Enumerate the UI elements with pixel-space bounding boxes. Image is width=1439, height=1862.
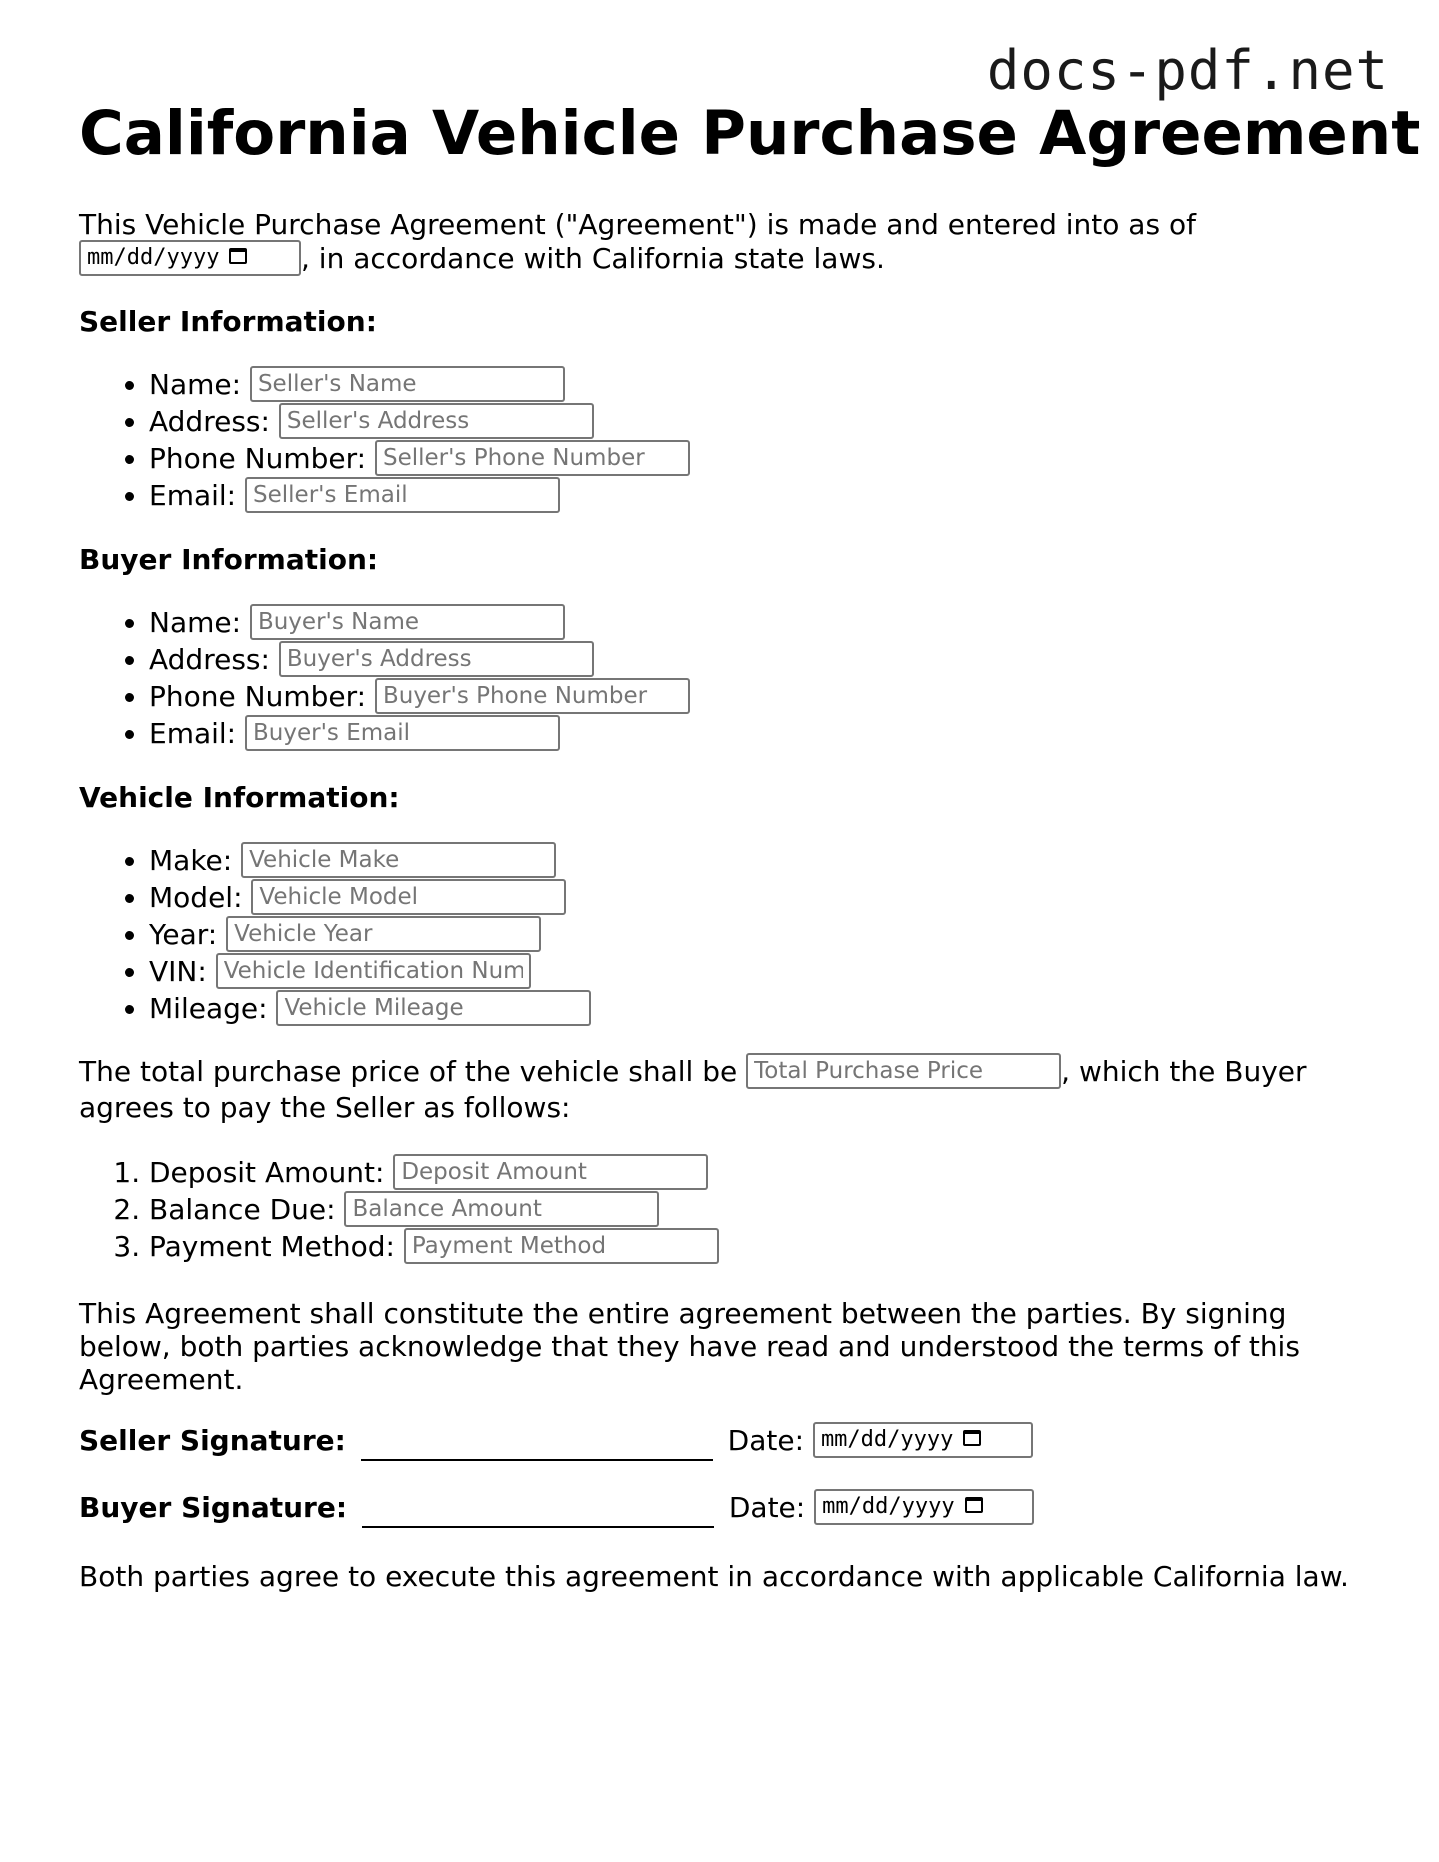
buyer-signature-line[interactable] [362, 1498, 714, 1528]
buyer-phone-label: Phone Number: [149, 680, 367, 713]
buyer-date-placeholder: mm/dd/yyyy [822, 1494, 955, 1519]
seller-list [79, 366, 690, 514]
list-item [149, 990, 591, 1027]
buyer-list [79, 604, 690, 752]
buyer-date-label: Date: [728, 1491, 806, 1524]
list-item [149, 641, 690, 678]
seller-email-label: Email: [149, 479, 237, 512]
vehicle-heading: Vehicle Information: [79, 781, 400, 814]
vehicle-mileage-label: Mileage: [149, 992, 268, 1025]
intro-text-before: This Vehicle Purchase Agreement ("Agreement") is made and entered into as of [79, 208, 1196, 241]
watermark: docs-pdf.net [986, 39, 1389, 102]
list-item [149, 842, 591, 879]
seller-address-label: Address: [149, 405, 270, 438]
payment-list [79, 1154, 719, 1265]
vehicle-model-label: Model: [149, 881, 243, 914]
vehicle-mileage-input[interactable] [276, 990, 591, 1026]
seller-email-input[interactable] [245, 477, 560, 513]
list-item [149, 715, 690, 752]
list-item [149, 916, 591, 953]
seller-name-label: Name: [149, 368, 242, 401]
list-item [149, 953, 591, 990]
document-title: California Vehicle Purchase Agreement [79, 98, 1421, 169]
payment-method-label: Payment Method: [149, 1230, 395, 1263]
seller-date-placeholder: mm/dd/yyyy [820, 1427, 954, 1452]
list-item [149, 1154, 719, 1191]
vehicle-vin-label: VIN: [149, 955, 207, 988]
closing-paragraph: Both parties agree to execute this agreement in accordance with applicable California law. [79, 1560, 1349, 1593]
seller-heading: Seller Information: [79, 305, 377, 338]
buyer-address-input[interactable] [279, 641, 594, 677]
buyer-name-input[interactable] [250, 604, 565, 640]
deposit-amount-input[interactable] [393, 1154, 708, 1190]
buyer-address-label: Address: [149, 643, 270, 676]
list-item [149, 879, 591, 916]
seller-signature-label: Seller Signature: [79, 1424, 346, 1457]
list-item [149, 366, 690, 403]
price-text-before: The total purchase price of the vehicle shall be [79, 1055, 738, 1088]
vehicle-year-input[interactable] [226, 916, 541, 952]
list-item [149, 1228, 719, 1265]
seller-signature-row [79, 1421, 1033, 1461]
calendar-icon[interactable] [963, 1430, 981, 1446]
seller-signature-line[interactable] [361, 1431, 713, 1461]
vehicle-make-label: Make: [149, 844, 233, 877]
intro-text-after: , in accordance with California state laws. [301, 242, 885, 275]
balance-label: Balance Due: [149, 1193, 336, 1226]
entire-agreement-paragraph: This Agreement shall constitute the entire agreement between the parties. By signing below, both parties acknowledge that they have read and understood the terms of this Agreement. [79, 1297, 1300, 1396]
calendar-icon[interactable] [965, 1497, 983, 1513]
price-paragraph [79, 1054, 1339, 1126]
buyer-email-input[interactable] [245, 715, 560, 751]
list-item [149, 477, 690, 514]
vehicle-make-input[interactable] [241, 842, 556, 878]
list-item [149, 440, 690, 477]
seller-date-label: Date: [727, 1424, 805, 1457]
buyer-signature-label: Buyer Signature: [79, 1491, 348, 1524]
vehicle-list [79, 842, 591, 1027]
buyer-signature-row [79, 1488, 1034, 1528]
payment-method-input[interactable] [404, 1228, 719, 1264]
list-item [149, 604, 690, 641]
buyer-name-label: Name: [149, 606, 242, 639]
list-item [149, 678, 690, 715]
vehicle-vin-input[interactable] [216, 953, 531, 989]
buyer-date-input[interactable] [814, 1489, 1034, 1525]
buyer-email-label: Email: [149, 717, 237, 750]
list-item [149, 1191, 719, 1228]
balance-amount-input[interactable] [344, 1191, 659, 1227]
buyer-heading: Buyer Information: [79, 543, 379, 576]
seller-name-input[interactable] [250, 366, 565, 402]
total-price-input[interactable] [746, 1053, 1061, 1089]
seller-date-input[interactable] [813, 1422, 1033, 1458]
price-text-after: , which the Buyer agrees to pay the Seller as follows: [79, 1055, 1307, 1124]
vehicle-year-label: Year: [149, 918, 218, 951]
vehicle-model-input[interactable] [251, 879, 566, 915]
list-item [149, 403, 690, 440]
calendar-icon[interactable] [229, 248, 247, 264]
agreement-date-input[interactable] [79, 240, 301, 276]
seller-phone-input[interactable] [375, 440, 690, 476]
seller-phone-label: Phone Number: [149, 442, 367, 475]
intro-paragraph [79, 208, 1379, 276]
seller-address-input[interactable] [279, 403, 594, 439]
buyer-phone-input[interactable] [375, 678, 690, 714]
agreement-date-placeholder: mm/dd/yyyy [87, 245, 220, 270]
deposit-label: Deposit Amount: [149, 1156, 385, 1189]
